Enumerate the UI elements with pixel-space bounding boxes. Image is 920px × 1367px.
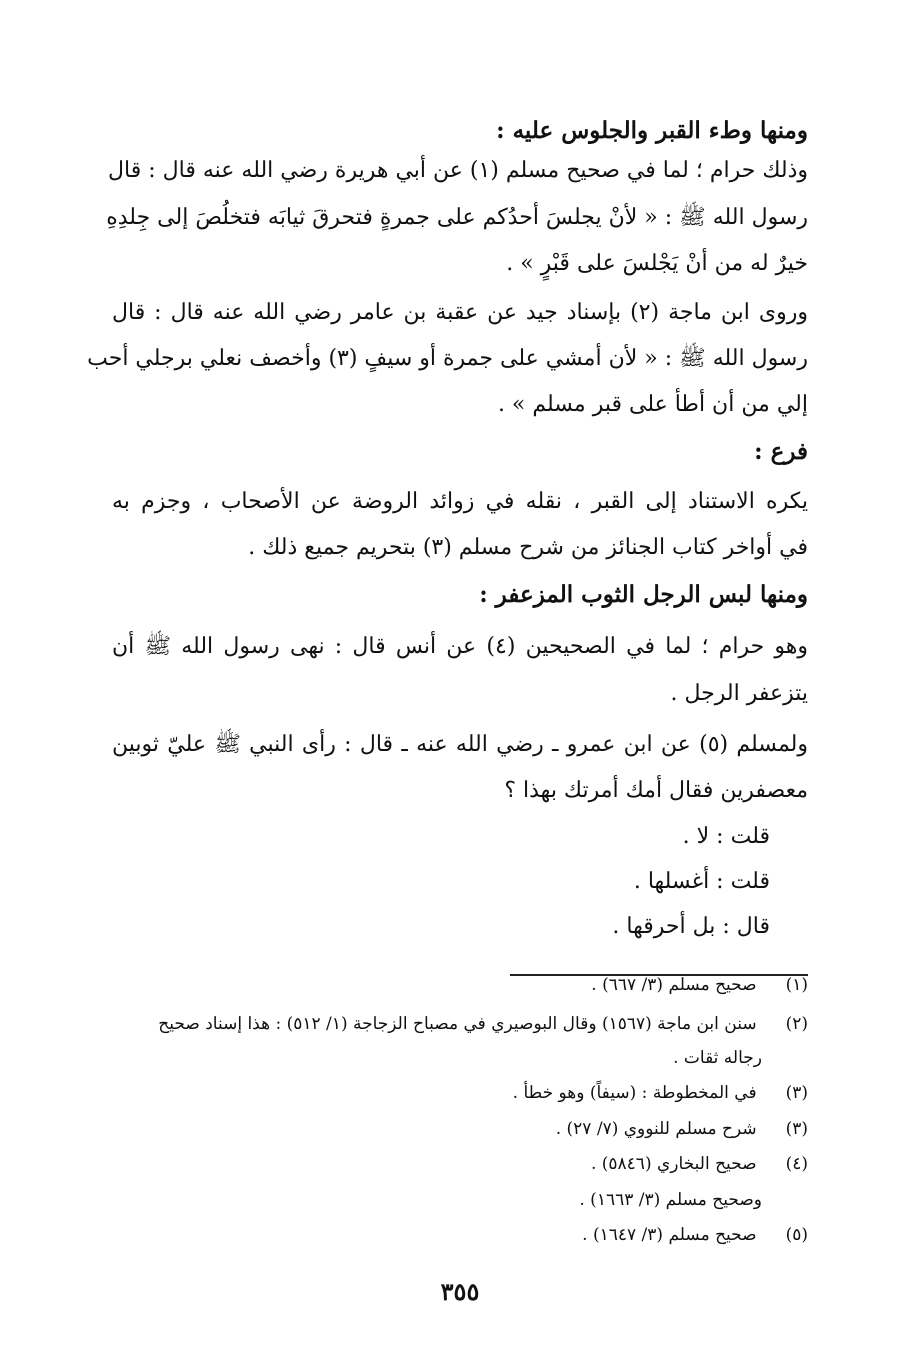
paragraph-line: خيرٌ له من أنْ يَجْلسَ على قَبْرٍ » .: [506, 251, 808, 276]
footnote-text: صحيح مسلم (٣/ ٦٦٧) .: [591, 975, 757, 995]
footnote-text: سنن ابن ماجة (١٥٦٧) وقال البوصيري في مصباح الزجاجة (١/ ٥١٢) : هذا إسناد صحيح: [158, 1014, 757, 1034]
page-number: ٣٥٥: [440, 1277, 480, 1306]
footnote-continuation: وصحيح مسلم (٣/ ١٦٦٣) .: [579, 1190, 762, 1210]
footnote: [112, 1080, 808, 1106]
paragraph-line: ولمسلم (٥) عن ابن عمرو ـ رضي الله عنه ـ قال : رأى النبي ﷺ عليّ ثوبين: [112, 732, 808, 757]
dialog-line: قال : بل أحرقها .: [612, 914, 770, 939]
footnote: [112, 1116, 808, 1142]
footnote-text: شرح مسلم للنووي (٧/ ٢٧) .: [555, 1119, 757, 1139]
footnote-text: صحيح مسلم (٣/ ١٦٤٧) .: [582, 1225, 757, 1245]
footnote-number: (٥): [785, 1225, 808, 1245]
section-heading: ومنها وطء القبر والجلوس عليه :: [496, 117, 808, 144]
footnote-number: (٣): [785, 1119, 808, 1139]
paragraph-line: إلي من أن أطأ على قبر مسلم » .: [497, 392, 808, 417]
paragraph-line: يكره الاستناد إلى القبر ، نقله في زوائد الروضة عن الأصحاب ، وجزم به: [112, 489, 808, 514]
paragraph-line: وذلك حرام ؛ لما في صحيح مسلم (١) عن أبي هريرة رضي الله عنه قال : قال: [108, 158, 808, 183]
paragraph-line: في أواخر كتاب الجنائز من شرح مسلم (٣) بتحريم جميع ذلك .: [248, 535, 808, 560]
footnote: [112, 972, 808, 998]
footnote-number: (١): [785, 975, 808, 995]
footnote-number: (٤): [785, 1154, 808, 1174]
paragraph-line: رسول الله ﷺ : « لأنْ يجلسَ أحدُكم على جمرةٍ فتحرقَ ثيابَه فتخلُصَ إلى جِلدِهِ: [106, 205, 808, 230]
footnote-number: (٣): [785, 1083, 808, 1103]
footnote-text: صحيح البخاري (٥٨٤٦) .: [590, 1154, 757, 1174]
footnote-number: (٢): [785, 1014, 808, 1034]
dialog-line: قلت : لا .: [682, 824, 770, 849]
section-heading: ومنها لبس الرجل الثوب المزعفر :: [479, 581, 808, 608]
footnote-continuation: رجاله ثقات .: [673, 1048, 762, 1068]
footnote-text: في المخطوطة : (سيفاً) وهو خطأ .: [512, 1083, 757, 1103]
paragraph-line: معصفرين فقال أمك أمرتك بهذا ؟: [504, 778, 808, 803]
paragraph-line: رسول الله ﷺ : « لأن أمشي على جمرة أو سيفٍ (٣) وأخصف نعلي برجلي أحب: [87, 346, 808, 371]
footnote: [112, 1222, 808, 1248]
footnote: [112, 1151, 808, 1177]
paragraph-line: وروى ابن ماجة (٢) بإسناد جيد عن عقبة بن عامر رضي الله عنه قال : قال: [112, 300, 808, 325]
section-heading: فرع :: [754, 438, 808, 465]
paragraph-line: وهو حرام ؛ لما في الصحيحين (٤) عن أنس قال : نهى رسول الله ﷺ أن: [112, 634, 808, 659]
paragraph-line: يتزعفر الرجل .: [670, 681, 808, 706]
dialog-line: قلت : أغسلها .: [633, 869, 770, 894]
footnote: [112, 1011, 808, 1037]
